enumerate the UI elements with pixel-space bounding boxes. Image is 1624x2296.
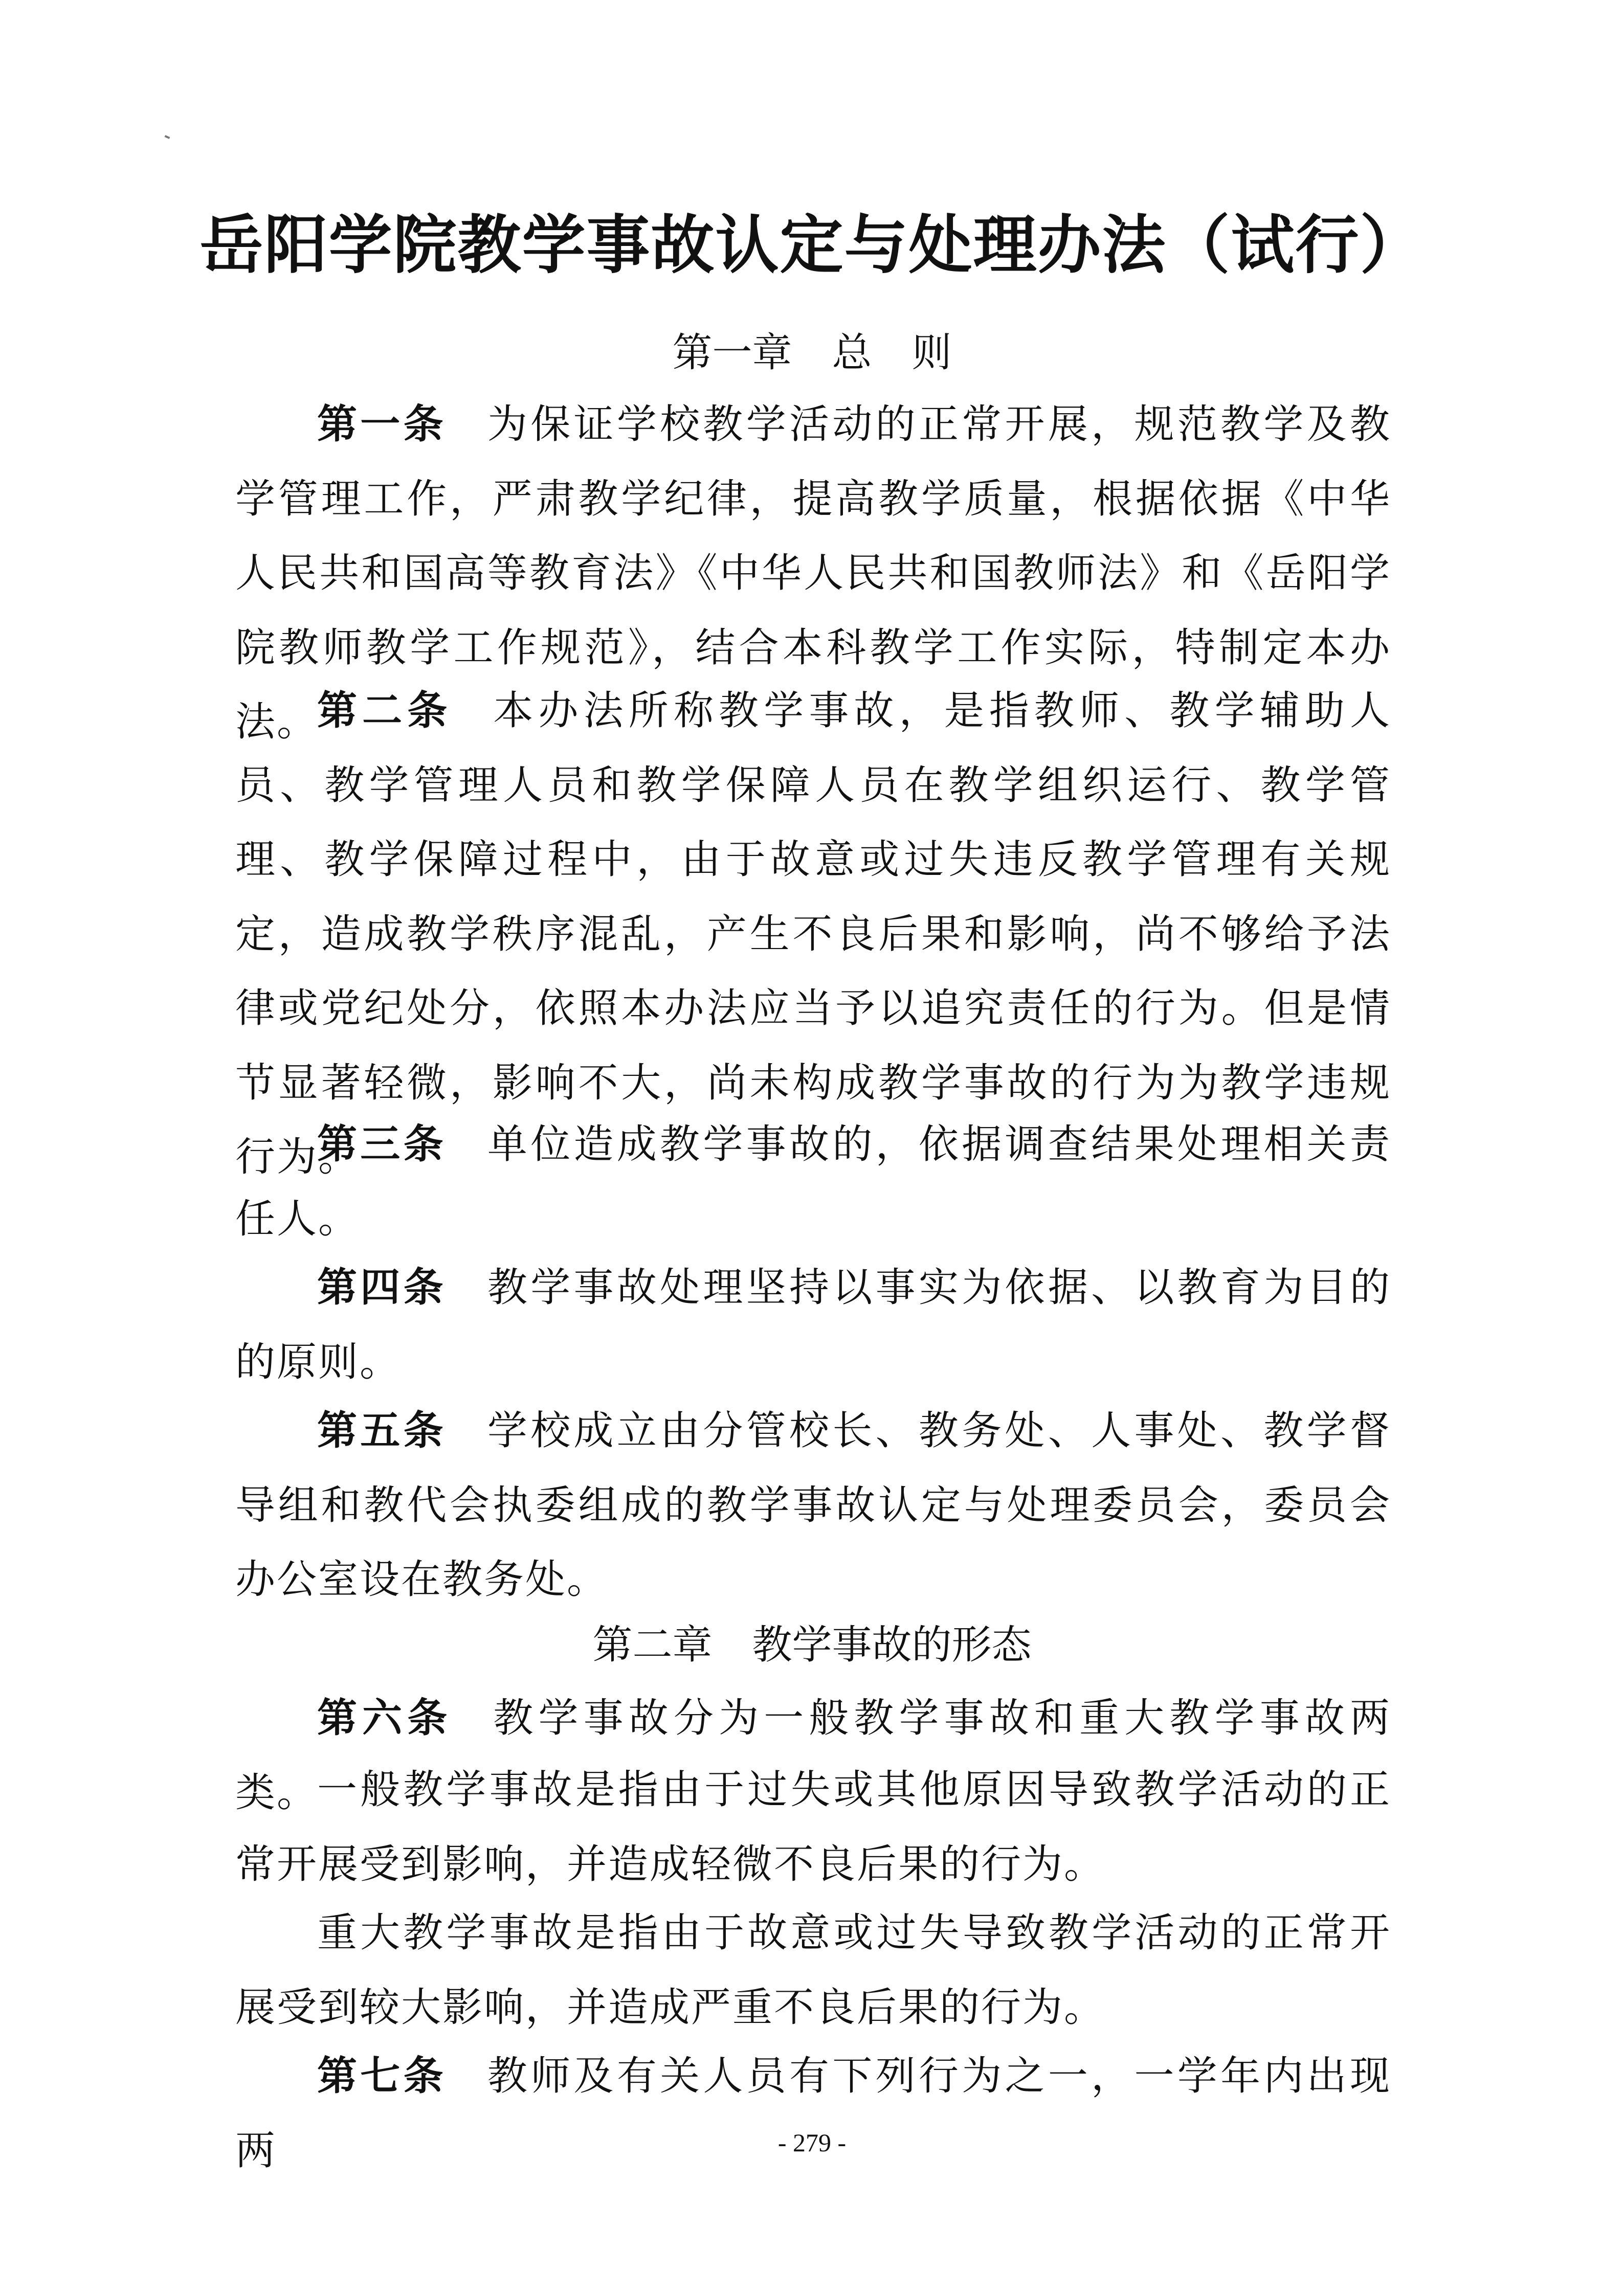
article-number: 第一条 — [317, 401, 447, 447]
article-number: 第七条 — [317, 2053, 447, 2099]
paragraph-major-accident: 重大教学事故是指由于故意或过失导致教学活动的正常开展受到较大影响，并造成严重不良后果的行为。 — [235, 1910, 1391, 2031]
article-text: 单位造成教学事故的，依据调查结果处理相关责任人。 — [235, 1121, 1391, 1242]
page-number: - 279 - — [777, 2128, 847, 2157]
chapter-heading-1: 第一章 总 则 — [672, 330, 952, 376]
article-number: 第三条 — [317, 1121, 447, 1167]
article-number: 第二条 — [317, 688, 453, 734]
document-title: 岳阳学院教学事故认定与处理办法（试行） — [199, 209, 1425, 282]
article-3 — [235, 1108, 1391, 1256]
article-5 — [235, 1394, 1391, 1617]
article-number: 第四条 — [317, 1265, 447, 1311]
article-number: 第六条 — [317, 1695, 453, 1741]
article-text: 教学事故处理坚持以事实为依据、以教育为目的的原则。 — [235, 1265, 1391, 1385]
article-text: 为保证学校教学活动的正常开展，规范教学及教学管理工作，严肃教学纪律，提高教学质量，根据依据《中华人民共和国高等教育法》《中华人民共和国教师法》和《岳阳学院教师教学工作规范》，结合本科教学工作实际，特制定本办法。 — [235, 401, 1391, 745]
article-number: 第五条 — [317, 1408, 447, 1454]
article-7 — [235, 2039, 1391, 2188]
article-text: 教学事故分为一般教学事故和重大教学事故两类。 — [235, 1695, 1391, 1816]
paragraph-general-accident: 一般教学事故是指由于过失或其他原因导致教学活动的正常开展受到影响，并造成轻微不良后果的行为。 — [235, 1767, 1391, 1887]
article-text: 教师及有关人员有下列行为之一，一学年内出现两 — [235, 2053, 1391, 2174]
scan-mark — [165, 135, 170, 139]
article-text: 学校成立由分管校长、教务处、人事处、教学督导组和教代会执委组成的教学事故认定与处理委员会，委员会办公室设在教务处。 — [235, 1408, 1391, 1603]
chapter-heading-2: 第二章 教学事故的形态 — [592, 1622, 1032, 1668]
article-4 — [235, 1251, 1391, 1400]
article-text: 本办法所称教学事故，是指教师、教学辅助人员、教学管理人员和教学保障人员在教学组织运行、教学管理、教学保障过程中，由于故意或过失违反教学管理有关规定，造成教学秩序混乱，产生不良后果和影响，尚不够给予法律或党纪处分，依照本办法应当予以追究责任的行为。但是情节显著轻微，影响不大，尚未构成教学事故的行为为教学违规行为。 — [235, 688, 1391, 1180]
